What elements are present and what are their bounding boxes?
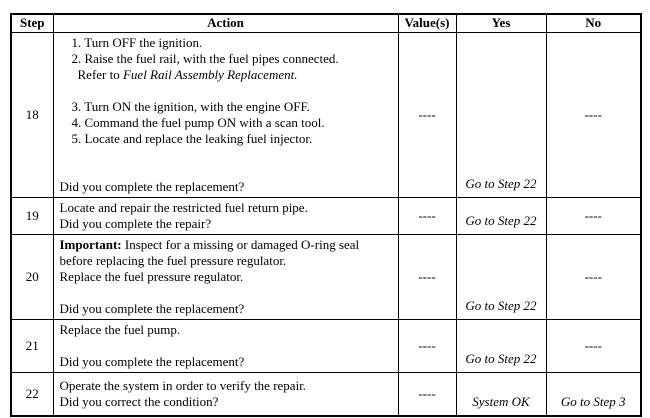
action-line: Did you complete the replacement? [59, 353, 245, 369]
action-line: Refer to Fuel Rail Assembly Replacement. [77, 66, 298, 82]
step-number: 21 [11, 319, 53, 372]
yes-cell: Go to Step 22 [456, 197, 546, 234]
action-line: 2. Raise the fuel rail, with the fuel pipes connected. [71, 50, 339, 66]
header-yes: Yes [456, 14, 546, 32]
action-line [60, 147, 392, 163]
yes-cell: Go to Step 22 [456, 32, 546, 197]
yes-cell: Go to Step 22 [456, 319, 546, 372]
action-line: Locate and repair the restricted fuel return pipe. [59, 199, 308, 215]
no-cell: ---- [546, 234, 641, 319]
value-cell: ---- [398, 372, 456, 416]
yes-cell: Go to Step 22 [456, 234, 546, 319]
action-line: Operate the system in order to verify the repair. [59, 377, 307, 393]
header-values: Value(s) [398, 14, 456, 32]
action-line: 4. Command the fuel pump ON with a scan tool. [71, 114, 325, 130]
action-cell [53, 32, 398, 197]
diagnostic-table [10, 13, 642, 417]
action-cell [53, 234, 398, 319]
action-line [60, 338, 392, 354]
no-cell: ---- [546, 32, 641, 197]
action-line: Did you complete the replacement? [59, 300, 245, 316]
table-row-step-18 [11, 32, 641, 197]
action-line: Important: Inspect for a missing or damaged O-ring seal [59, 236, 360, 252]
value-cell: ---- [398, 197, 456, 234]
action-line: Replace the fuel pump. [59, 321, 181, 337]
table-row-step-22 [11, 372, 641, 416]
action-cell [53, 372, 398, 416]
action-line [60, 285, 392, 301]
value-cell: ---- [398, 32, 456, 197]
no-cell: ---- [546, 197, 641, 234]
header-action: Action [53, 14, 398, 32]
step-number: 18 [11, 32, 53, 197]
no-cell: ---- [546, 319, 641, 372]
no-cell: Go to Step 3 [546, 372, 641, 416]
step-number: 22 [11, 372, 53, 416]
header-step: Step [11, 14, 53, 32]
step-number: 20 [11, 234, 53, 319]
action-line: 5. Locate and replace the leaking fuel injector. [71, 130, 313, 146]
value-cell: ---- [398, 319, 456, 372]
action-line: 1. Turn OFF the ignition. [71, 34, 203, 50]
action-line: Did you complete the repair? [59, 215, 212, 231]
action-line: 3. Turn ON the ignition, with the engine OFF. [71, 98, 310, 114]
header-no: No [546, 14, 641, 32]
table-row-step-20 [11, 234, 641, 319]
action-cell [53, 319, 398, 372]
yes-cell: System OK [456, 372, 546, 416]
action-line: Replace the fuel pressure regulator. [59, 268, 244, 284]
action-line: Did you correct the condition? [59, 393, 219, 409]
action-line [60, 83, 392, 99]
action-line: Did you complete the replacement? [59, 178, 245, 194]
table-row-step-19 [11, 197, 641, 234]
action-line: before replacing the fuel pressure regulator. [59, 252, 287, 268]
value-cell: ---- [398, 234, 456, 319]
action-cell [53, 197, 398, 234]
step-number: 19 [11, 197, 53, 234]
action-line [60, 163, 392, 179]
header-row [11, 14, 641, 32]
table-row-step-21 [11, 319, 641, 372]
